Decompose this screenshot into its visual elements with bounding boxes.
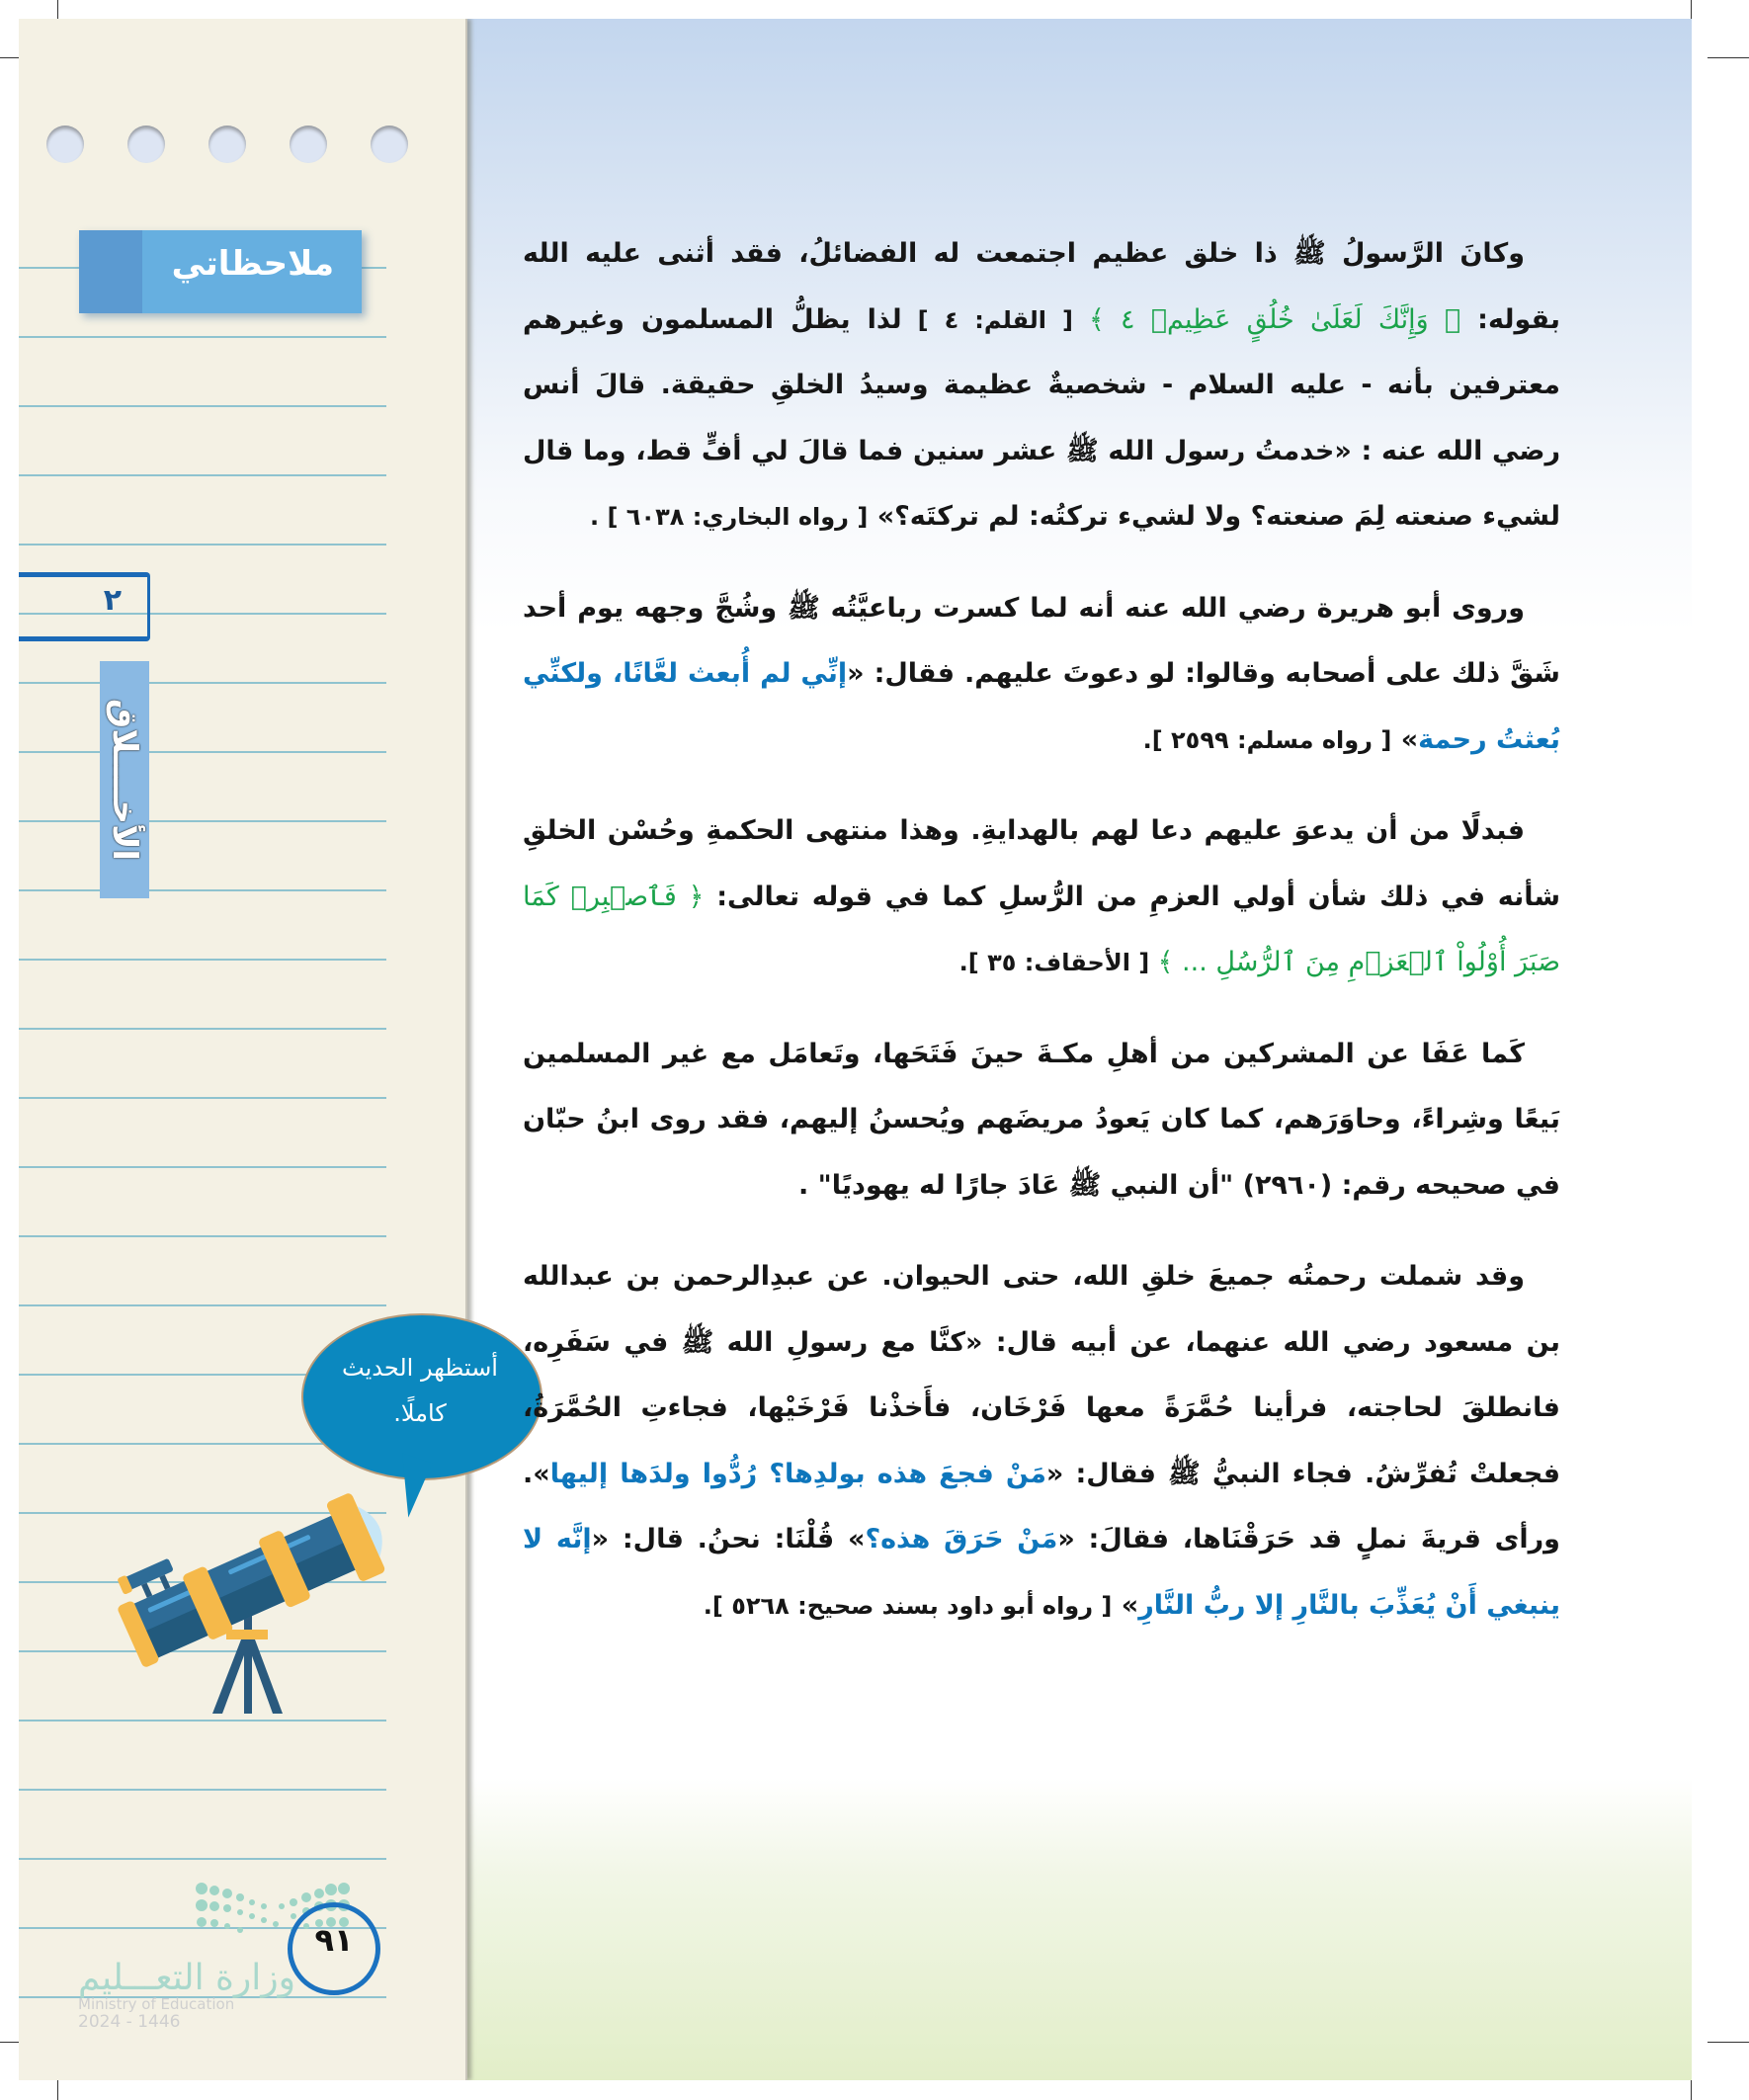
ruled-line — [19, 1028, 386, 1030]
unit-number: ٢ — [103, 583, 122, 618]
unit-title-ribbon — [100, 661, 149, 898]
hadith-quote: مَنْ حَرَقَ هذه؟ — [865, 1524, 1058, 1554]
verse-reference: [ القلم: ٤ ] — [901, 305, 1089, 334]
paragraph-text: » — [1112, 1589, 1139, 1621]
ruled-line — [19, 474, 386, 476]
binder-hole-icon — [290, 126, 327, 163]
paragraph-text: كَما عَفَا عن المشركين من أهلِ مكـةَ حينَ فَتَحَها، وتَعامَل مع غير المسلمين بَيعًا وشِراءً، وحاوَرَهم، كما كان يَعودُ مريضَهم ويُحسنُ إليهم، فقد روى ابنُ حبّان في صحيحه رقم: (٢٩٦٠) "أن النبي ﷺ عَادَ جارًا له يهوديًا" . — [523, 1038, 1560, 1201]
paragraph-text: فبدلًا من أن يدعوَ عليهم دعا لهم بالهدايةِ. وهذا منتهى الحكمةِ وحُسْن الخلقِ شأنه في ذلك شأن أولي العزمِ من الرُّسلِ كما في قوله تعالى: — [523, 815, 1561, 912]
paragraph-3 — [523, 798, 1560, 996]
binder-hole-icon — [46, 126, 84, 163]
binder-holes — [46, 126, 422, 165]
crop-mark — [1707, 2042, 1749, 2043]
ruled-line — [19, 1304, 386, 1306]
ruled-line — [19, 1166, 386, 1168]
paragraph-2 — [523, 576, 1560, 774]
ruled-line — [19, 751, 386, 753]
notes-sidebar — [19, 19, 467, 2080]
telescope-icon — [118, 1462, 414, 1722]
ruled-line — [19, 405, 386, 407]
hadith-narration: كنَّا مع رسولِ الله ﷺ في سَفَرِه، فانطلقَ لحاجته، فرأينا حُمَّرَةً معها فَرْخَان، فأَخذْنا فَرْخَيْها، فجاءتِ الحُمَّرَةُ، فجعلتْ تُفرِّشُ. فجاء النبيُّ ﷺ فقال: « — [523, 1326, 1560, 1489]
verse-reference: [ الأحقاف: ٣٥ ]. — [958, 949, 1158, 976]
speech-bubble-text — [301, 1345, 539, 1436]
hadith-reference: [ رواه أبو داود بسند صحيح: ٥٢٦٨ ]. — [703, 1591, 1113, 1620]
paragraph-text: ». ورأى قريةَ نملٍ قد حَرَقْنَاها، فقالَ: « — [523, 1458, 1560, 1554]
ruled-line — [19, 820, 386, 822]
ruled-line — [19, 682, 386, 684]
bubble-line-2: كاملًا. — [393, 1399, 447, 1427]
paragraph-text: لذا يظلُّ المسلمون وغيرهم معترفين بأنه - عليه السلام - شخصيةٌ عظيمة وسيدُ الخلقِ حقيقة. قالَ أنس رضي الله عنه : «خدمتُ رسول الله ﷺ عشر سنين فما قالَ لي أفٍّ قط، وما قال لشيء صنعته لِمَ صنعته؟ ولا لشيء تركتُه: لم تركتَه؟» — [523, 303, 1560, 532]
ruled-line — [19, 959, 386, 961]
ruled-line — [19, 1789, 386, 1791]
binder-hole-icon — [208, 126, 246, 163]
paragraph-text: » — [1391, 723, 1419, 755]
hadith-quote: إنَّه لا ينبغي أَنْ يُعَذِّبَ بالنَّارِ إلا ربُّ النَّارِ — [523, 1524, 1560, 1621]
hadith-reference: [ رواه البخاري: ٦٠٣٨ ] . — [589, 503, 869, 531]
ministry-name-english: Ministry of Education — [78, 1995, 235, 2013]
my-notes-label: ملاحظاتي — [171, 244, 334, 284]
paragraph-4 — [523, 1022, 1560, 1219]
binder-hole-icon — [371, 126, 408, 163]
ruled-line — [19, 889, 386, 891]
binder-hole-icon — [127, 126, 165, 163]
quran-verse: ﴿ وَإِنَّكَ لَعَلَىٰ خُلُقٍ عَظِيمٖ ٤ ﴾ — [1089, 303, 1461, 335]
ruled-line — [19, 1235, 386, 1237]
page-number-circle — [288, 1902, 380, 1995]
textbook-page — [19, 19, 1692, 2080]
lesson-content — [523, 221, 1560, 1664]
unit-number-box — [19, 572, 150, 641]
bubble-line-1: أستظهر الحديث — [342, 1354, 498, 1382]
ruled-line — [19, 544, 386, 546]
paragraph-text: » قُلْنَا: نحنُ. قال: « — [591, 1524, 866, 1554]
unit-title: الأخــــلاق — [105, 698, 144, 862]
paragraph-1 — [523, 221, 1560, 550]
crop-mark — [1707, 57, 1749, 58]
ministry-name-arabic: وزارة التعـــليم — [78, 1958, 296, 1998]
paragraph-text: وقد شملت رحمتُه جميعَ خلقِ الله، حتى الحيوان. عن عبدِالرحمن بن عبدالله بن مسعود رضي الله عنهما، عن أبيه قال: « — [523, 1261, 1561, 1358]
quran-verse: ﴿ فَٱصۡبِرۡ كَمَا صَبَرَ أُوْلُواْ ٱلۡعَزۡمِ مِنَ ٱلرُّسُلِ ... ﴾ — [523, 881, 1560, 977]
hadith-quote: مَنْ فجعَ هذه بولدِها؟ رُدُّوا ولدَها إليها — [549, 1458, 1046, 1489]
paragraph-text: وروى أبو هريرة رضي الله عنه أنه لما كسرت رباعيَّتُه ﷺ وشُجَّ وجهه يوم أحد شَقَّ ذلك على أصحابه وقالوا: لو دعوتَ عليهم. فقال: « — [523, 592, 1560, 689]
paragraph-5 — [523, 1244, 1560, 1638]
ruled-line — [19, 336, 386, 338]
hadith-quote: إنِّي لم أُبعث لعَّانًا، ولكنِّي بُعثتُ رحمة — [523, 658, 1560, 755]
ruled-line — [19, 1097, 386, 1099]
my-notes-tab — [79, 230, 362, 313]
hadith-reference: [ رواه مسلم: ٢٥٩٩ ]. — [1142, 725, 1392, 754]
ruled-line — [19, 1858, 386, 1860]
page-number: ٩١ — [314, 1921, 354, 1959]
paragraph-text: وكانَ الرَّسولُ ﷺ ذا خلق عظيم اجتمعت له الفضائلُ، فقد أثنى عليه الله بقوله: — [523, 238, 1560, 335]
edition-year: 2024 - 1446 — [78, 2012, 181, 2032]
